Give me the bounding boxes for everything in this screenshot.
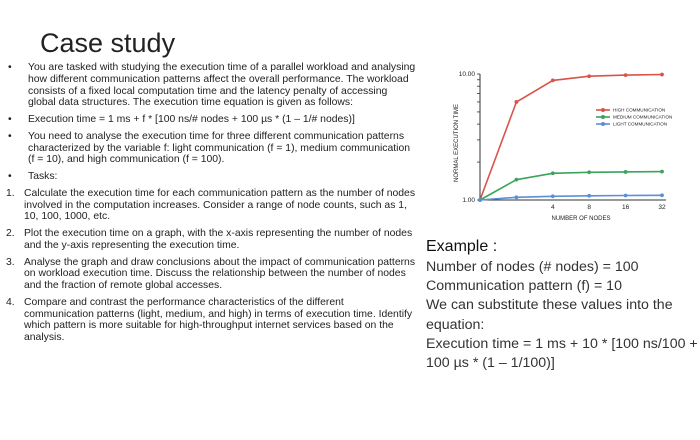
task-text: Plot the execution time on a graph, with the x-axis representing the number of nodes and the y-axis representing the execution time. bbox=[24, 228, 413, 251]
legend-marker-medium bbox=[601, 115, 605, 119]
data-point-high bbox=[624, 73, 628, 77]
data-point-light bbox=[478, 198, 482, 202]
chart-legend bbox=[596, 108, 672, 127]
series-layer bbox=[478, 73, 664, 202]
data-point-light bbox=[660, 193, 664, 197]
data-point-light bbox=[587, 194, 591, 198]
task-text: Analyse the graph and draw conclusions about the impact of communication patterns on workload execution time. Discuss the relationship between the number of nodes and the fraction of remote global accesses. bbox=[24, 256, 416, 291]
content-list bbox=[6, 62, 416, 349]
data-point-light bbox=[624, 194, 628, 198]
task-number: 3. bbox=[6, 256, 15, 268]
data-point-medium bbox=[660, 170, 664, 174]
series-line-light bbox=[480, 195, 662, 200]
data-point-medium bbox=[551, 171, 555, 175]
task-number: 4. bbox=[6, 296, 15, 308]
data-point-medium bbox=[587, 170, 591, 174]
data-point-high bbox=[515, 100, 519, 104]
task-text: Calculate the execution time for each communication pattern as the number of nodes involved in the computation increases. Consider a range of node counts, such as 1, 10, 100, 1000, etc. bbox=[24, 187, 416, 223]
task-item bbox=[6, 297, 416, 344]
data-point-high bbox=[551, 78, 555, 82]
bullet-marker: • bbox=[8, 130, 12, 142]
bullet-tasks bbox=[6, 171, 416, 183]
execution-time-chart bbox=[440, 60, 690, 230]
bullet-equation bbox=[6, 114, 416, 126]
legend-marker-light bbox=[601, 122, 605, 126]
legend-label-medium: MEDIUM COMMUNICATION bbox=[613, 114, 673, 120]
x-tick-label: 4 bbox=[550, 204, 555, 211]
bullet-text: You need to analyse the execution time for three different communication patterns characterized by the variable f: light communication (f = 1), medium communication (f = 10), and high communication (f = 100). bbox=[28, 130, 411, 166]
data-point-light bbox=[551, 194, 555, 198]
legend-marker-high bbox=[601, 108, 605, 112]
task-item bbox=[6, 257, 416, 292]
example-block bbox=[426, 236, 698, 374]
bullet-intro bbox=[6, 62, 416, 109]
y-tick-label: 10.00 bbox=[458, 71, 475, 78]
example-line: Communication pattern (f) = 10 bbox=[426, 278, 622, 295]
bullet-text: You are tasked with studying the execution time of a parallel workload and analysing how different communication patterns affect the overall performance. The workload consists of a fixed local computation time and the latency penalty of accessing global data structures. The execution time equation is given as follows: bbox=[28, 62, 416, 109]
series-line-high bbox=[480, 75, 662, 201]
legend-label-high: HIGH COMMUNICATION bbox=[613, 107, 666, 113]
x-tick-label: 8 bbox=[587, 204, 592, 211]
x-tick-label: 32 bbox=[658, 204, 666, 211]
y-axis-label: NORMAL EXECUTION TIME bbox=[454, 103, 460, 183]
bullet-marker: • bbox=[8, 171, 12, 182]
example-line: We can substitute these values into the equation: bbox=[426, 297, 673, 333]
task-number: 1. bbox=[6, 187, 15, 199]
bullet-marker: • bbox=[8, 62, 12, 73]
bullet-text: Execution time = 1 ms + f * [100 ns/# nodes + 100 µs * (1 – 1/# nodes)] bbox=[28, 114, 355, 125]
data-point-medium bbox=[624, 170, 628, 174]
task-item bbox=[6, 188, 416, 223]
example-line: Number of nodes (# nodes) = 100 bbox=[426, 258, 639, 275]
bullet-patterns bbox=[6, 131, 416, 166]
data-point-medium bbox=[515, 178, 519, 182]
bullet-marker: • bbox=[8, 114, 12, 125]
data-point-high bbox=[660, 73, 664, 77]
x-tick-label: 16 bbox=[621, 204, 630, 211]
y-tick-label: 1.00 bbox=[462, 197, 475, 204]
example-line: Execution time = 1 ms + 10 * [100 ns/100 + 100 µs * (1 – 1/100)] bbox=[426, 336, 698, 372]
bullet-text: Tasks: bbox=[28, 171, 58, 182]
task-text: Compare and contrast the performance characteristics of the different communication patterns (light, medium, and high) in terms of execution time. Identify which pattern is more suitable for high-throughput internet services based on the analysis. bbox=[24, 296, 413, 343]
data-point-light bbox=[515, 195, 519, 199]
example-label: Example : bbox=[426, 238, 498, 255]
task-item bbox=[6, 228, 416, 252]
data-point-high bbox=[587, 74, 591, 78]
task-number: 2. bbox=[6, 228, 15, 239]
legend-label-light: LIGHT COMMUNICATION bbox=[613, 121, 668, 127]
x-axis-label: NUMBER OF NODES bbox=[551, 216, 611, 222]
slide-title: Case study bbox=[40, 28, 176, 58]
